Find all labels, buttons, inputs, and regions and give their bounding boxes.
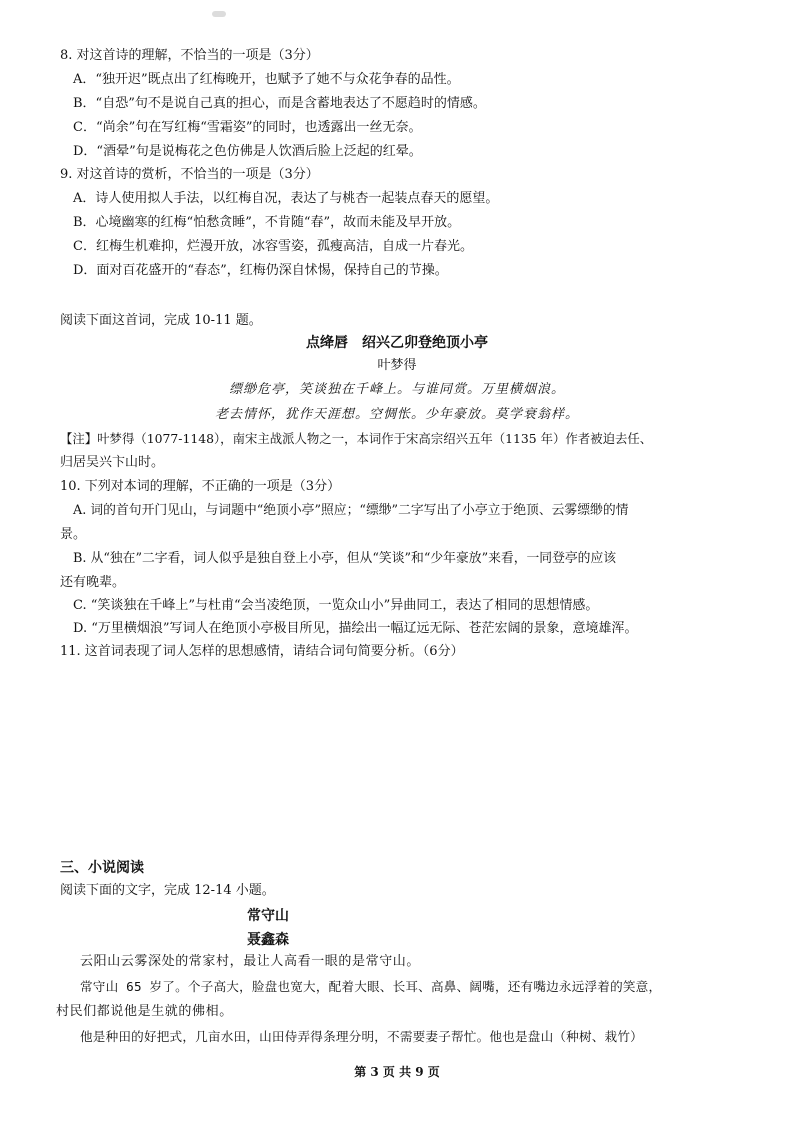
story-paragraph-2-line-1: 常守山 65 岁了。个子高大，脸盘也宽大，配着大眼、长耳、高鼻、阔嘴，还有嘴边永远浮着的笑意， — [80, 979, 662, 994]
q10-option-b-line-2: 还有晚辈。 — [60, 575, 126, 590]
q10-option-a-line-1: A. 词的首句开门见山，与词题中“绝顶小亭”照应；“缥缈”二字写出了小亭立于绝顶、云雾缥缈的情 — [73, 503, 629, 518]
poem-line-2: 老去情怀，犹作天涯想。空惆怅。少年豪放。莫学衰翁样。 — [214, 407, 579, 422]
q8-option-c: C．“尚余”句在写红梅“雪霜姿”的同时，也透露出一丝无奈。 — [73, 120, 422, 135]
story-paragraph-2-line-2: 村民们都说他是生就的佛相。 — [56, 1004, 233, 1019]
note-line-1: 【注】叶梦得（1077-1148），南宋主战派人物之一，本词作于宋高宗绍兴五年（1135 年）作者被迫去任、 — [60, 431, 653, 446]
section-3-heading: 三、小说阅读 — [60, 860, 144, 876]
page-footer: 第 3 页 共 9 页 — [354, 1065, 440, 1079]
story-title: 常守山 — [247, 908, 289, 924]
q8-option-a: A．“独开迟”既点出了红梅晚开，也赋予了她不与众花争春的品性。 — [73, 72, 460, 87]
q8-option-b: B．“自恐”句不是说自己真的担心，而是含蓄地表达了不愿趋时的情感。 — [73, 96, 486, 111]
q11-stem: 11. 这首词表现了词人怎样的思想感情，请结合词句简要分析。（6分） — [60, 644, 464, 659]
note-line-2: 归居吴兴卞山时。 — [60, 455, 165, 470]
q10-option-c: C. “笑谈独在千峰上”与杜甫“会当凌绝顶，一览众山小”异曲同工，表达了相同的思想情感。 — [73, 598, 599, 613]
section-3-intro: 阅读下面的文字，完成 12-14 小题。 — [60, 883, 275, 898]
poem-title: 点绛唇 绍兴乙卯登绝顶小亭 — [306, 335, 488, 351]
q10-option-b-line-1: B. 从“独在”二字看，词人似乎是独自登上小亭，但从“笑谈”和“少年豪放”来看，一同登亭的应该 — [73, 551, 617, 566]
q8-option-d: D．“酒晕”句是说梅花之色仿佛是人饮酒后脸上泛起的红晕。 — [73, 144, 422, 159]
q8-stem: 8. 对这首诗的理解，不恰当的一项是（3分） — [60, 48, 319, 63]
poem-author: 叶梦得 — [377, 358, 417, 373]
poem-line-1: 缥缈危亭，笑谈独在千峰上。与谁同赏。万里横烟浪。 — [228, 382, 565, 397]
q10-stem: 10. 下列对本词的理解，不正确的一项是（3分） — [60, 479, 341, 494]
q10-option-d: D. “万里横烟浪”写词人在绝顶小亭极目所见，描绘出一幅辽远无际、苍茫宏阔的景象，意境雄浑。 — [73, 621, 638, 636]
q9-option-a: A．诗人使用拟人手法，以红梅自况，表达了与桃杏一起装点春天的愿望。 — [73, 191, 499, 206]
q9-option-c: C．红梅生机难抑，烂漫开放，冰容雪姿，孤瘦高洁，自成一片春光。 — [73, 239, 473, 254]
q9-option-d: D．面对百花盛开的“春态”，红梅仍深自怵惕，保持自己的节操。 — [73, 263, 448, 278]
intro-10-11: 阅读下面这首词，完成 10-11 题。 — [60, 313, 262, 328]
q9-stem: 9. 对这首诗的赏析，不恰当的一项是（3分） — [60, 167, 319, 182]
story-paragraph-3: 他是种田的好把式，几亩水田，山田侍弄得条理分明，不需要妻子帮忙。他也是盘山（种树、栽竹） — [80, 1029, 643, 1044]
q9-option-b: B．心境幽寒的红梅“怕愁贪睡”，不肯随“春”，故而未能及早开放。 — [73, 215, 461, 230]
q10-option-a-line-2: 景。 — [60, 527, 87, 542]
story-author: 聂鑫森 — [247, 932, 289, 948]
story-paragraph-1: 云阳山云雾深处的常家村，最让人高看一眼的是常守山。 — [80, 954, 421, 969]
scan-speck — [212, 11, 226, 17]
